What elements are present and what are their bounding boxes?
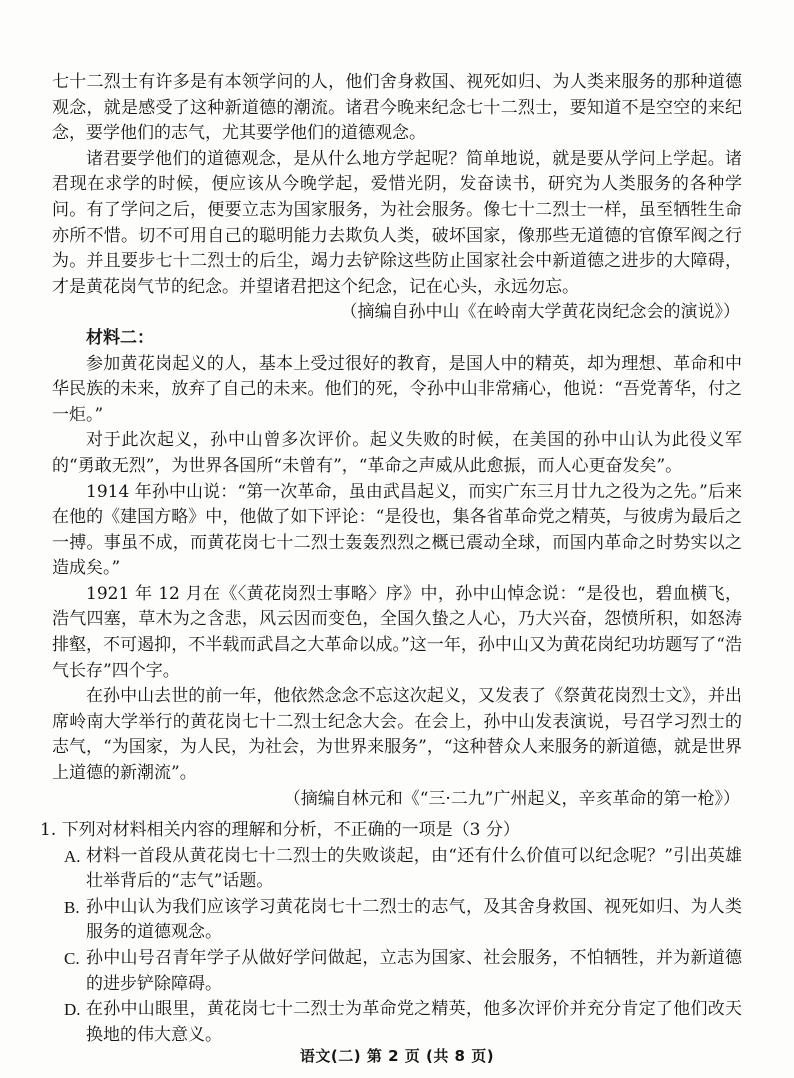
material-one (52, 70, 742, 326)
option-a[interactable] (40, 844, 742, 895)
material-one-source: （摘编自孙中山《在岭南大学黄花岗纪念会的演说》） (340, 302, 740, 323)
reading-passage (52, 70, 742, 812)
option-b-letter: B. (64, 897, 80, 917)
material-two-paragraph-3: 1914 年孙中山说：“第一次革命，虽由武昌起义，而实广东三月廿九之役为之先。”后来在他的《建国方略》中，他做了如下评论：“是役也，集各省革命党之精英，与彼虏为最后之一搏。事虽不成，而黄花岗七十二烈士轰轰烈烈之概已震动全球，而国内革命之时势实以之造成矣。” (52, 481, 742, 579)
question-1 (40, 818, 742, 1048)
option-d-text: 在孙中山眼里，黄花岗七十二烈士为革命党之精英，他多次评价并充分肯定了他们改天换地的伟大意义。 (86, 999, 742, 1045)
material-two-source: （摘编自林元和《“三·二九”广州起义，辛亥革命的第一枪》） (283, 788, 740, 809)
material-one-paragraph-2: 诸君要学他们的道德观念，是从什么地方学起呢？简单地说，就是要从学问上学起。诸君现在求学的时候，便应该从今晚学起，爱惜光阴，发奋读书，研究为人类服务的各种学问。有了学问之后，便要立志为国家服务，为社会服务。像七十二烈士一样，虽至牺牲生命亦所不惜。切不可用自己的聪明能力去欺负人类，破坏国家，像那些无道德的官僚军阀之行为。并且要步七十二烈士的后尘，竭力去铲除这些防止国家社会中新道德之进步的大障碍，才是黄花岗气节的纪念。并望诸君把这个纪念，记在心头，永远勿忘。 (52, 148, 742, 297)
option-d[interactable] (40, 997, 742, 1048)
option-a-text: 材料一首段从黄花岗七十二烈士的失败谈起，由“还有什么价值可以纪念呢？”引出英雄壮举背后的“志气”话题。 (86, 845, 742, 892)
material-two-paragraph-1: 参加黄花岗起义的人，基本上受过很好的教育，是国人中的精英，却为理想、革命和中华民族的未来，放弃了自己的未来。他们的死，令孙中山非常痛心，他说：“吾党菁华，付之一炬。” (52, 353, 742, 425)
option-b[interactable] (40, 895, 742, 946)
question-1-stem: 1. 下列对材料相关内容的理解和分析，不正确的一项是（3 分） (40, 820, 520, 840)
option-c-letter: C. (64, 948, 80, 968)
option-b-text: 孙中山认为我们应该学习黄花岗七十二烈士的志气，及其舍身救国、视死如归、为人类服务的道德观念。 (86, 896, 742, 943)
material-two-paragraph-2: 对于此次起义，孙中山曾多次评价。起义失败的时候，在美国的孙中山认为此役义军的“勇敢无烈”，为世界各国所“未曾有”，“革命之声威从此愈振，而人心更奋发矣”。 (52, 430, 742, 476)
material-two (52, 326, 742, 812)
material-two-heading: 材料二： (86, 327, 154, 348)
option-c[interactable] (40, 946, 742, 997)
option-a-letter: A. (64, 846, 81, 866)
option-c-text: 孙中山号召青年学子从做好学问做起，立志为国家、社会服务，不怕牺牲，并为新道德的进步铲除障碍。 (86, 947, 742, 994)
material-two-paragraph-5: 在孙中山去世的前一年，他依然念念不忘这次起义，又发表了《祭黄花岗烈士文》，并出席岭南大学举行的黄花岗七十二烈士纪念大会。在会上，孙中山发表演说，号召学习烈士的志气，“为国家，为人民，为社会，为世界来服务”，“这种替众人来服务的新道德，就是世界上道德的新潮流”。 (52, 686, 742, 784)
option-d-letter: D. (64, 1000, 81, 1020)
material-two-paragraph-4: 1921 年 12 月在《〈黄花岗烈士事略〉序》中，孙中山悼念说：“是役也，碧血横飞，浩气四塞，草木为之含悲，风云因而变色，全国久蛰之人心，乃大兴奋，怨愤所积，如怒涛排壑，不可遏抑，不半载而武昌之大革命以成。”这一年，孙中山又为黄花岗纪功坊题写了“浩气长存”四个字。 (52, 583, 742, 681)
material-one-paragraph-1: 七十二烈士有许多是有本领学问的人，他们舍身救国、视死如归、为人类来服务的那种道德观念，就是感受了这种新道德的潮流。诸君今晚来纪念七十二烈士，要知道不是空空的来纪念，要学他们的志气，尤其要学他们的道德观念。 (52, 72, 742, 144)
page-footer: 语文(二) 第 2 页 (共 8 页) (299, 1047, 495, 1065)
